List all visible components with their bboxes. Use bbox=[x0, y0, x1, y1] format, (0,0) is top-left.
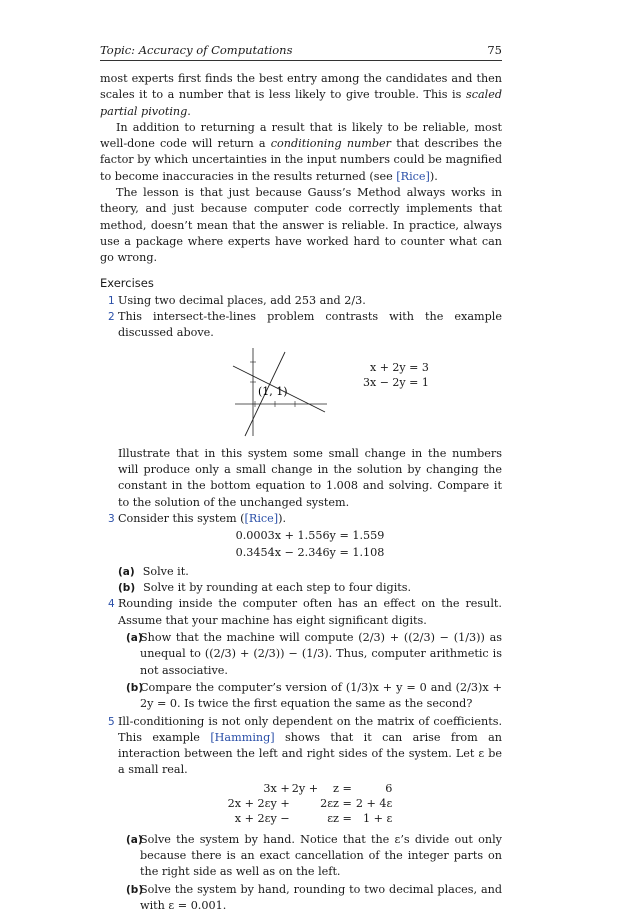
citation-rice[interactable]: [Rice] bbox=[244, 511, 279, 525]
citation-rice[interactable]: [Rice] bbox=[396, 169, 430, 183]
lines-graph bbox=[231, 344, 341, 444]
exercises-heading: Exercises bbox=[100, 275, 154, 290]
equation-2: 3x − 2y = 1 bbox=[363, 375, 429, 389]
exercise-2-text: Illustrate that in this system some small change in the numbers will produce only a small change in the solution by changing the constant in the bottom equation to 1.008 and solving. Compare it to the solution of the unchanged system. bbox=[118, 446, 502, 509]
part-a: (a) Solve the system by hand. Notice that the ε’s divide out only because there is an exact cancellation of the integer parts on the right side as well as on the left. bbox=[126, 832, 502, 879]
citation-hamming[interactable]: [Hamming] bbox=[210, 730, 275, 744]
term-conditioning-number: conditioning number bbox=[270, 137, 392, 151]
exercise-number[interactable]: 1 bbox=[108, 294, 115, 307]
exercise-5: 5 Ill-conditioning is not only dependent on the matrix of coefficients. This example [Hamming] shows that it can arise from an interaction between the left and right sides of the system. Let ε be a small real. 3x + 2y + z = 6 2x + 2εy + 2εz = 2 + 4ε x + 2εy − εz = 1 + ε (a) Solve the system by hand. Notice that the ε’s divide out only because there is an exact cancellation of the integer parts on the right side as well as on the left. (b) Solve the system by hand, rounding to two decimal places, and with ε = 0.001. bbox=[100, 714, 502, 915]
exercise-number[interactable]: 4 bbox=[108, 598, 115, 611]
term-scaled-partial-pivoting: scaled partial pivoting bbox=[100, 88, 502, 118]
part-a: (a) Show that the machine will compute (2/3) + ((2/3) − (1/3)) as unequal to ((2/3) + (2/3)) − (1/3). Thus, computer arithmetic is not associative. bbox=[126, 631, 502, 677]
exercise-2: 2 This intersect-the-lines problem contrasts with the example discussed above. (1, 1) x + 2y = 3 3x − 2y = 1 Illustrate that in this system some small change in the numbers will produce only a small change in the solution by changing the constant in the bottom equation to 1.008 and solving. Compare it to the solution of the unchanged system. bbox=[100, 309, 502, 511]
header-rule bbox=[100, 60, 502, 61]
part-b: (b) Compare the computer’s version of (1/3)x + y = 0 and (2/3)x + 2y = 0. Is twice the first equation the same as the second? bbox=[126, 680, 502, 711]
part-b: (b) Solve the system by hand, rounding to two decimal places, and with ε = 0.001. bbox=[126, 882, 502, 912]
intersect-lines-figure bbox=[118, 348, 502, 440]
exercise-4: 4 Rounding inside the computer often has an effect on the result. Assume that your machine has eight significant digits. (a) Show that the machine will compute (2/3) + ((2/3) − (1/3)) as unequal to ((2/3) + (2/3)) − (1/3). Thus, computer arithmetic is not associative. (b) Compare the computer’s version of (1/3)x + y = 0 and (2/3)x + 2y = 0. Is twice the first equation the same as the second? bbox=[100, 596, 502, 712]
intersection-label: (1, 1) bbox=[258, 384, 288, 398]
system-three-equations: 3x + 2y + z = 6 2x + 2εy + 2εz = 2 + 4ε x + 2εy − εz = 1 + ε bbox=[227, 781, 393, 825]
exercise-3-parts bbox=[118, 564, 502, 597]
page-body bbox=[100, 71, 502, 915]
equation-1: x + 2y = 3 bbox=[370, 360, 429, 374]
page-number: 75 bbox=[487, 43, 502, 57]
part-a: (a) Solve it. bbox=[118, 564, 189, 578]
header-topic: Topic: Accuracy of Computations bbox=[100, 43, 293, 57]
exercise-number[interactable]: 2 bbox=[108, 311, 115, 324]
exercise-1: 1 Using two decimal places, add 253 and 2/3. bbox=[100, 293, 502, 309]
equation-pair bbox=[363, 360, 429, 390]
system-equations: 0.0003x + 1.556y = 1.559 0.3454x − 2.346y = 1.108 bbox=[235, 529, 385, 559]
paragraph-2: In addition to returning a result that is likely to be reliable, most well-done code will return a conditioning number that describes the factor by which uncertainties in the input numbers could be magnified to become inaccuracies in the results returned (see [Rice]). bbox=[100, 120, 502, 183]
paragraph-1: most experts first finds the best entry among the candidates and then scales it to a number that is less likely to give trouble. This is scaled partial pivoting. bbox=[100, 72, 502, 118]
part-b: (b) Solve it by rounding at each step to four digits. bbox=[118, 581, 412, 595]
exercise-3: 3 Consider this system ([Rice]). 0.0003x + 1.556y = 1.559 0.3454x − 2.346y = 1.108 (a) Solve it.(b) Solve it by rounding at each step to four digits. bbox=[100, 511, 502, 596]
paragraph-3: The lesson is that just because Gauss’s Method always works in theory, and just because computer code correctly implements that method, doesn’t mean that the answer is reliable. In practice, always use a package where experts have worked hard to counter what can go wrong. bbox=[100, 186, 502, 265]
exercise-number[interactable]: 5 bbox=[108, 715, 115, 728]
exercise-number[interactable]: 3 bbox=[108, 512, 115, 525]
